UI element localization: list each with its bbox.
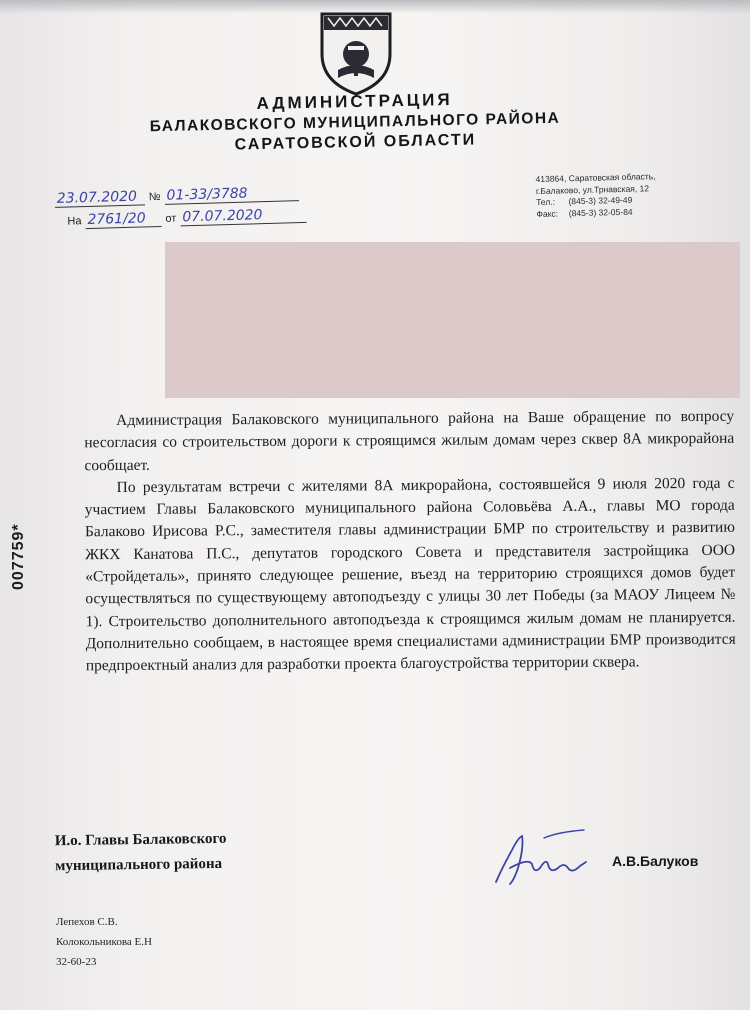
signatory-title bbox=[55, 827, 227, 879]
executor-block bbox=[56, 912, 152, 972]
handwritten-signature bbox=[488, 828, 598, 890]
number-label: № bbox=[148, 190, 161, 204]
signatory-name: А.В.Балуков bbox=[612, 853, 699, 869]
letter-number: 01-33/3788 bbox=[164, 184, 298, 205]
letter-date: 23.07.2020 bbox=[55, 188, 145, 208]
signatory-title-line: И.о. Главы Балаковского bbox=[54, 830, 227, 850]
coat-of-arms-icon bbox=[318, 8, 394, 96]
phone-value: (845-3) 32-49-49 bbox=[568, 194, 633, 207]
executor-phone: 32-60-23 bbox=[56, 956, 97, 968]
reference-date: 07.07.2020 bbox=[180, 206, 306, 227]
organization-header bbox=[119, 87, 590, 157]
fax-label: Факс: bbox=[536, 208, 559, 219]
body-paragraph: По результатам встречи с жителями 8А микрорайона, состоявшейся 9 июля 2020 года с участием Главы Балаковского муниципального района Соловьёва А.А., главы МО города Балаково Ирисова Р.С., заместителя главы администрации БМР по строительству и развитию ЖКХ Канатова П.С., депутатов городского Совета и представителя застройщика ООО «Стройдеталь», принято следующее решение, въезд на территорию строящихся домов будет осуществляться по существующему автоподъезду с улицы 30 лет Победы (за МАОУ Лицеем № 1). Строительство дополнительного автоподъезда к строящимся жилым домам не планируется. Дополнительно сообщаем, в настоящее время специалистами администрации БМР производится предпроектный анализ для разработки проекта благоустройства территории сквера. bbox=[84, 474, 736, 675]
org-region: САРАТОВСКОЙ ОБЛАСТИ bbox=[234, 131, 477, 154]
org-title: АДМИНИСТРАЦИЯ bbox=[256, 89, 453, 114]
signatory-title-line: муниципального района bbox=[55, 855, 223, 875]
executor-name: Лепехов С.В. bbox=[56, 916, 118, 928]
reference-number: 2761/20 bbox=[85, 210, 161, 229]
registration-block bbox=[54, 178, 335, 230]
registry-side-number: 007759* bbox=[10, 523, 27, 590]
executor-name: Колокольникова Е.Н bbox=[56, 936, 152, 948]
fax-value: (845-3) 32-05-84 bbox=[568, 206, 633, 218]
reference-label: На bbox=[67, 215, 82, 228]
address-block bbox=[535, 170, 706, 220]
redacted-recipient-block bbox=[165, 242, 740, 398]
org-district: БАЛАКОВСКОГО МУНИЦИПАЛЬНОГО РАЙОНА bbox=[149, 109, 561, 136]
letter-body bbox=[84, 406, 736, 678]
body-paragraph: Администрация Балаковского муниципального района на Ваше обращение по вопросу несогласия со строительством дороги к строящимся жилым домам через сквер 8А микрорайона сообщает. bbox=[84, 407, 735, 474]
address-line: г.Балаково, ул.Трнавская, 12 bbox=[535, 182, 650, 196]
phone-label: Тел.: bbox=[536, 196, 556, 208]
reference-from-label: от bbox=[165, 212, 177, 225]
address-line: 413864, Саратовская область, bbox=[535, 171, 656, 185]
